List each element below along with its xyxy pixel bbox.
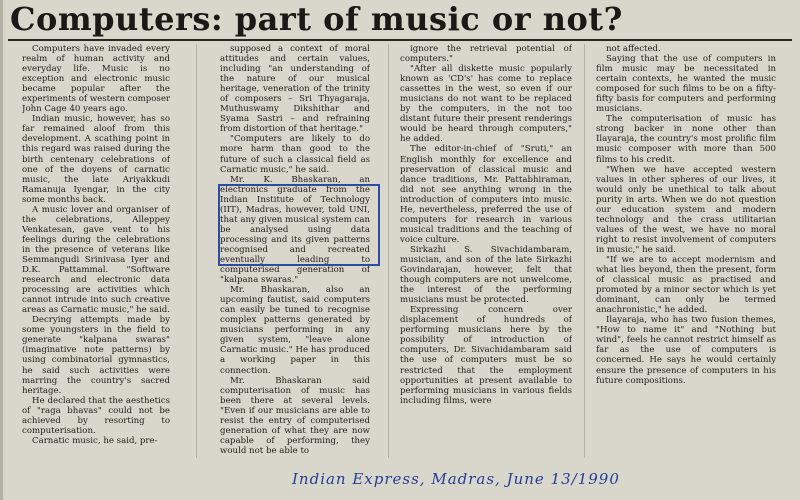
paragraph: "After all diskette music popularly known as 'CD's' has come to replace cassettes in the west, so even if our musicians do not want to be replaced by the computers, in the not too distant future their present renderings would be heard through computers," he added. <box>400 64 572 145</box>
paragraph: Expressing concern over displacement of hundreds of performing musicians here by the possibility of introduction of computers, Dr. Sivachidambaram said the use of computers must be so restricted that the employment opportunities at present available to performing musicians in various fields including films, were <box>400 305 572 406</box>
paragraph: Mr. Bhaskaran, also an upcoming fautist, said computers can easily be tuned to recognise complex patterns generated by musicians performing in any given system, "leave alone Carnatic music." He has produced a working paper in this connection. <box>220 285 370 376</box>
column-divider <box>388 44 389 458</box>
paragraph: Mr. Bhaskaran said computerisation of music has been there at several levels. "Even if our musicians are able to resist the entry of computerised generation of what they are now capable of performing, they would not be able to <box>220 375 370 456</box>
paragraph: Indian music, however, has so far remained aloof from this development. A scathing point in this regard was raised during the birth centenary celebrations of one of the doyens of carnatic music, the late Ariyakkudi Ramanuja Iyengar, in the city some months back. <box>22 114 170 205</box>
column-divider <box>584 44 585 458</box>
article-column-1 <box>22 44 170 458</box>
paragraph: Sirkazhi S. Sivachidambaram, musician, and son of the late Sirkazhi Govindarajan, however, felt that though computers are not unwelcome, the interest of the performing musicians must be protected. <box>400 244 572 306</box>
headline: Computers: part of music or not? <box>10 0 623 38</box>
paragraph: Mr. K. Bhaskaran, an electronics graduate from the Indian Institute of Technology (IIT), Madras, however, told UNI, that any given musical system can be analysed using data processing and its given patterns recognised and recreated eventually leading to computerised generation of "kalpana swaras." <box>220 174 370 286</box>
paragraph: supposed a context of moral attitudes and certain values, including "an understanding of the nature of our musical heritage, veneration of the trinity of composers – Sri Thyagaraja, Muthuswamy Dikshithar and Syama Sastri – and refraining from distortion of that heritage." <box>220 44 370 135</box>
article-column-3 <box>400 44 572 458</box>
paragraph: "When we have accepted western values in other spheres of our lives, it would only be unethical to talk about purity in arts. When we do not question our education system and modern technology and the crass utilitarian values of the west, we have no moral right to resist involvement of computers in music," he said. <box>596 164 776 255</box>
paragraph: A music lover and organiser of the celebrations, Alleppey Venkatesan, gave vent to his feelings during the celebrations in the presence of veterans like Semmangudi Srinivasa Iyer and D.K. Pattammal. "Software research and electronic data processing are activities which cannot intrude into such creative areas as Carnatic music," he said. <box>22 204 170 316</box>
paragraph: Saying that the use of computers in film music may be necessitated in certain contexts, he wanted the music composed for such films to be on a fifty-fifty basis for computers and performing musicians. <box>596 54 776 115</box>
paragraph: Decrying attempts made by some youngsters in the field to generate "kalpana swaras" (imaginative note patterns) by using combinatorial gymnastics, he said such activities were marring the country's sacred heritage. <box>22 315 170 396</box>
handwritten-source-note: Indian Express, Madras, June 13/1990 <box>292 470 620 488</box>
article-column-4 <box>596 44 776 458</box>
paragraph: Computers have invaded every realm of human activity and everyday life. Music is no exception and electronic music became popular after the experiments of western composer John Cage 40 years ago. <box>22 44 170 115</box>
paragraph: ignore the retrieval potential of computers." <box>400 44 572 65</box>
paragraph: Ilayaraja, who has two fusion themes, "How to name it" and "Nothing but wind", feels he cannot restrict himself as far as the use of computers is concerned. He says he would certainly ensure the presence of computers in his future compositions. <box>596 315 776 386</box>
paragraph: The editor-in-chief of "Sruti," an English monthly for excellence and preservation of classical music and dance traditions, Mr. Pattabhiraman, did not see anything wrong in the introduction of computers into music. He, nevertheless, preferred the use of computers for research in various musical traditions and the teaching of voice culture. <box>400 144 572 245</box>
column-divider <box>196 44 197 458</box>
headline-rule <box>8 39 792 41</box>
pen-highlight-box <box>218 184 380 266</box>
paragraph: "Computers are likely to do more harm than good to the future of such a classical field as Carnatic music," he said. <box>220 134 370 175</box>
paragraph: Carnatic music, he said, pre- <box>32 435 158 446</box>
paragraph: The computerisation of music has strong backer in none other than Ilayaraja, the country's most prolific film music composer with more than 500 films to his credit. <box>596 114 776 165</box>
paragraph: not affected. <box>606 44 661 54</box>
paragraph: "If we are to accept modernism and what lies beyond, then the present, form of classical music as practised and promoted by a minor sector which is yet dominant, can only be termed anachronistic," he added. <box>596 254 776 316</box>
paragraph: He declared that the aesthetics of "raga bhavas" could not be achieved by resorting to computerisation. <box>22 395 170 436</box>
paper-edge <box>0 0 3 500</box>
